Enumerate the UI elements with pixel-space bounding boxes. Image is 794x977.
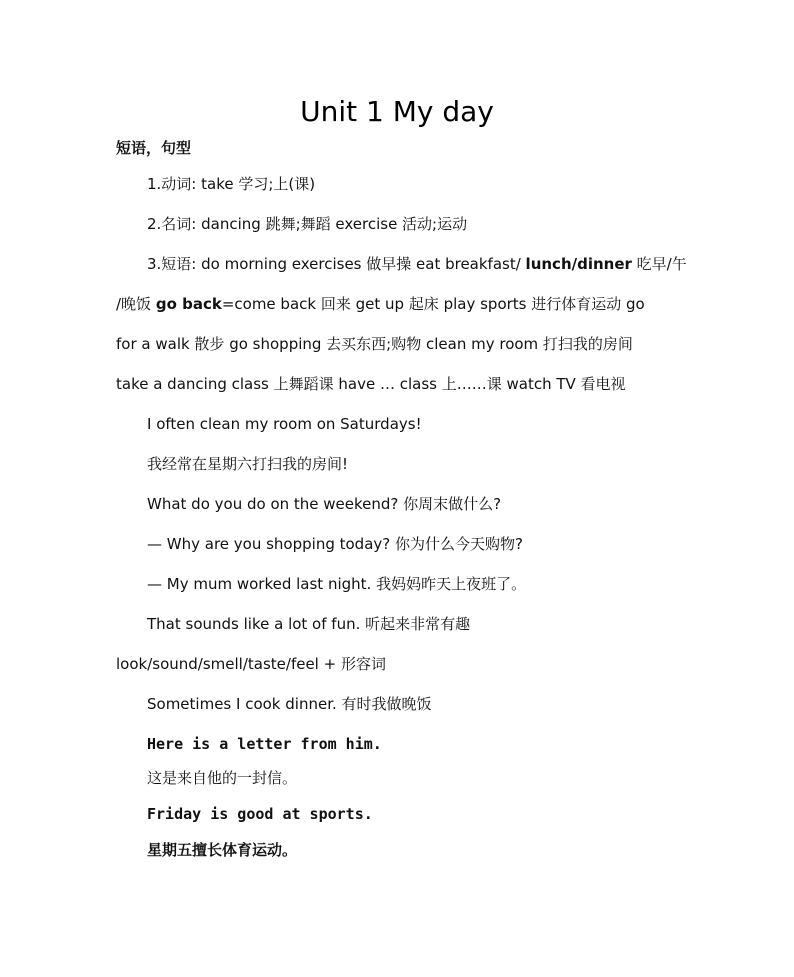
vocab-phrases-line-2 xyxy=(116,294,645,314)
sentence-6: look/sound/smell/taste/feel + 形容词 xyxy=(116,655,386,673)
sentence-5: That sounds like a lot of fun. 听起来非常有趣 xyxy=(147,615,471,633)
phrases-line-1-part-a: 3.短语: do morning exercises 做早操 eat breakfast/ xyxy=(147,255,526,273)
vocab-phrases-line-3: for a walk 散步 go shopping 去买东西;购物 clean my room 打扫我的房间 xyxy=(116,335,633,353)
phrases-line-2-part-c: =come back 回来 get up 起床 play sports 进行体育运动 go xyxy=(221,295,645,313)
phrases-line-1-part-c: 吃早/午 xyxy=(631,255,687,273)
sentence-9-translation: 星期五擅长体育运动。 xyxy=(147,841,298,859)
sentence-1: I often clean my room on Saturdays! xyxy=(147,415,422,433)
sentence-9: Friday is good at sports. xyxy=(147,805,373,823)
sentence-7: Sometimes I cook dinner. 有时我做晚饭 xyxy=(147,695,432,713)
sentence-8: Here is a letter from him. xyxy=(147,735,382,753)
sentence-1-translation: 我经常在星期六打扫我的房间! xyxy=(147,455,349,473)
phrases-line-2-bold: go back xyxy=(155,295,222,313)
page-title: Unit 1 My day xyxy=(300,95,494,128)
vocab-phrases-line-1 xyxy=(147,254,687,274)
sentence-4: — My mum worked last night. 我妈妈昨天上夜班了。 xyxy=(147,575,527,593)
sentence-8-translation: 这是来自他的一封信。 xyxy=(147,769,298,787)
section-heading: 短语，句型 xyxy=(116,139,192,157)
sentence-2: What do you do on the weekend? 你周末做什么? xyxy=(147,495,502,513)
phrases-line-2-part-a: /晚饭 xyxy=(116,295,156,313)
vocab-phrases-line-4: take a dancing class 上舞蹈课 have … class 上……课 watch TV 看电视 xyxy=(116,375,626,393)
sentence-3: — Why are you shopping today? 你为什么今天购物? xyxy=(147,535,523,553)
phrases-line-1-bold: lunch/dinner xyxy=(525,255,632,273)
vocab-nouns: 2.名词: dancing 跳舞;舞蹈 exercise 活动;运动 xyxy=(147,215,468,233)
vocab-verbs: 1.动词: take 学习;上(课) xyxy=(147,175,316,193)
